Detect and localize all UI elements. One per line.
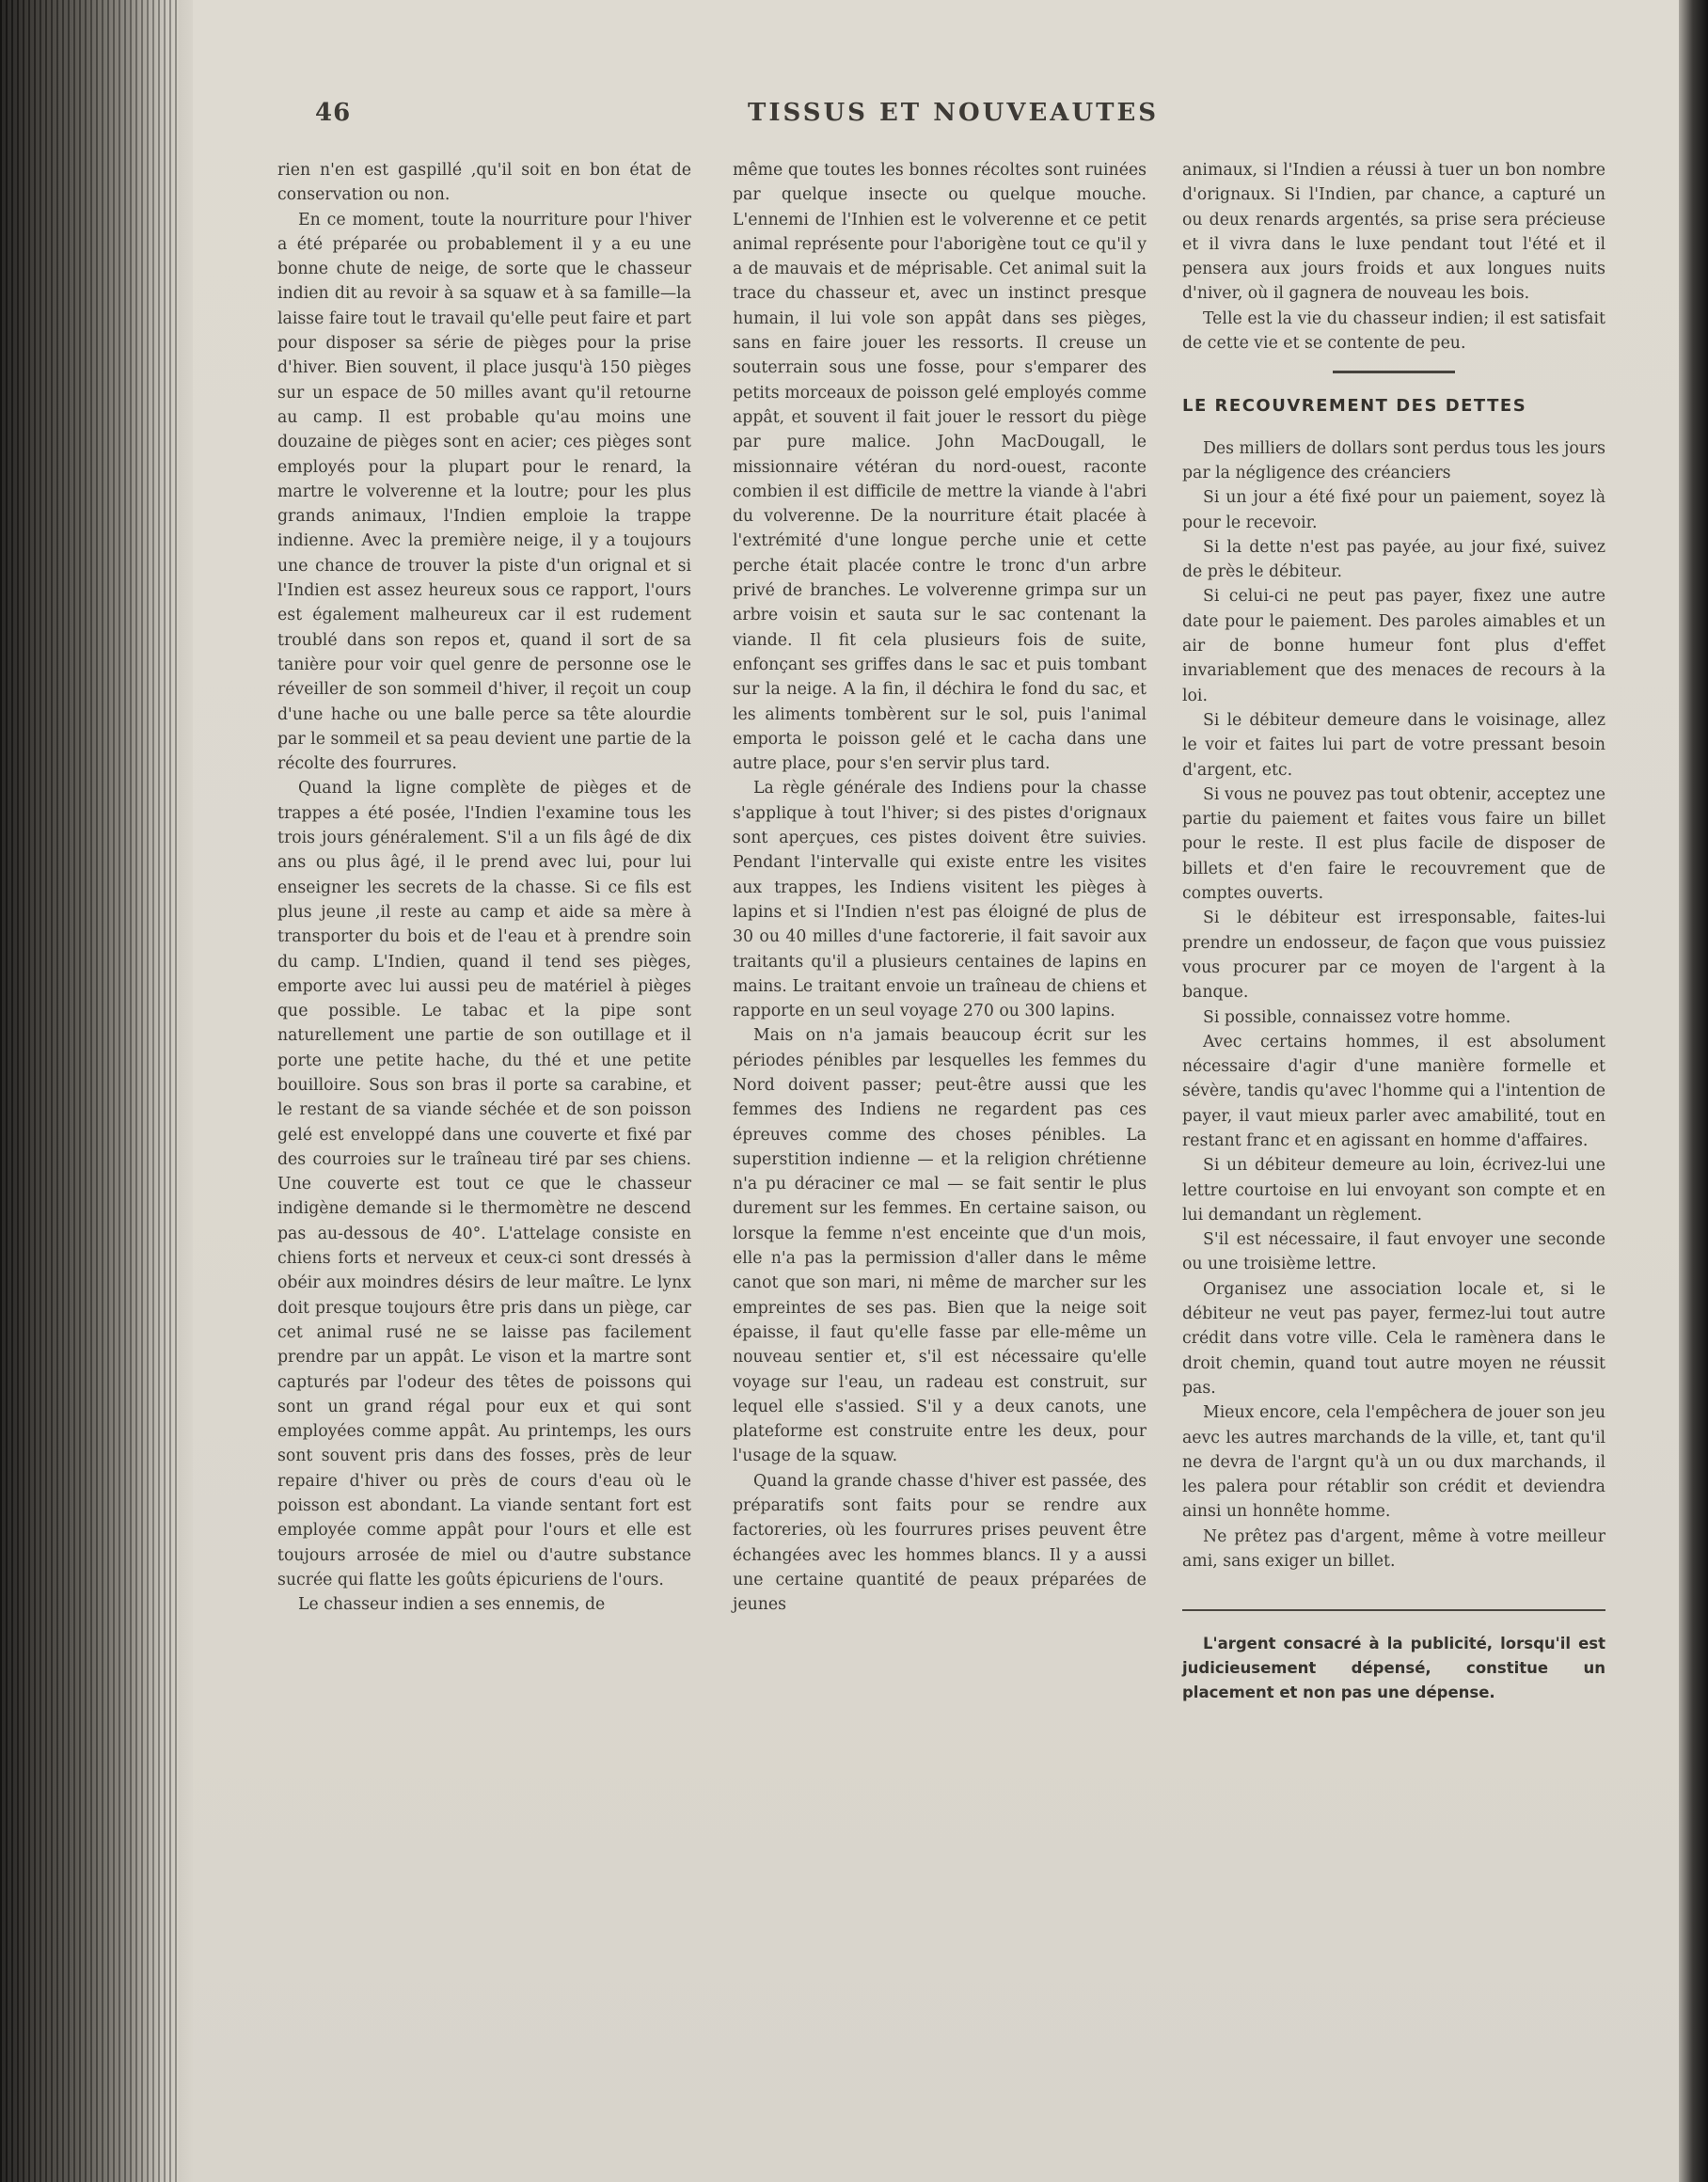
book-page: [193, 0, 1679, 2182]
paragraph: Si possible, connaissez votre homme.: [1203, 1007, 1511, 1027]
paragraph: Si le débiteur est irresponsable, faites-lui prendre un endosseur, de façon que vous puissiez vous procurer par ce moyen de l'argent à la banque.: [1182, 909, 1605, 1003]
column-middle: [733, 158, 1147, 1618]
paragraph: Si le débiteur demeure dans le voisinage, allez le voir et faites lui part de votre pressant besoin d'argent, etc.: [1182, 710, 1605, 780]
paragraph: Quand la grande chasse d'hiver est passée, des préparatifs sont faits pour se rendre aux factoreries, où les fourrures prises peuvent être échangées avec les hommes blancs. Il y a aussi une certaine quantité de peaux préparées de jeunes: [733, 1471, 1147, 1615]
paragraph: Si la dette n'est pas payée, au jour fixé, suivez de près le débiteur.: [1182, 537, 1605, 582]
paragraph: Avec certains hommes, il est absolument nécessaire d'agir d'une manière formelle et sévère, tandis qu'avec l'homme qui a l'intention de payer, il vaut mieux parler avec amabilité, tout en restant franc et en agissant en homme d'affaires.: [1182, 1032, 1605, 1150]
page-edges: [0, 0, 179, 2182]
running-title: TISSUS ET NOUVEAUTES: [748, 99, 1160, 127]
paragraph: Telle est la vie du chasseur indien; il est satisfait de cette vie et se contente de peu.: [1182, 308, 1605, 354]
paragraph: animaux, si l'Indien a réussi à tuer un bon nombre d'orignaux. Si l'Indien, par chance, a capturé un ou deux renards argentés, sa prise sera précieuse et il vivra dans le luxe pendant tout l'été et il pensera aux jours froids et aux longues nuits d'niver, où il gagnera de nouveau les bois.: [1182, 161, 1605, 304]
section-divider: [1333, 371, 1455, 373]
column-left: [277, 158, 691, 1618]
paragraph: Mais on n'a jamais beaucoup écrit sur les périodes pénibles par lesquelles les femmes du Nord doivent passer; peut-être aussi que les femmes des Indiens ne regardent pas ces épreuves comme des choses pénibles. La superstition indienne — et la religion chrétienne n'a pu déraciner ce mal — se fait sentir le plus durement sur les femmes. En certaine saison, ou lorsque la femme n'est enceinte que d'un mois, elle n'a pas la permission d'aller dans le même canot que son mari, ni même de marcher sur les empreintes de ses pas. Bien que la neige soit épaisse, il faut qu'elle fasse par elle-même un nouveau sentier et, s'il est nécessaire qu'elle voyage sur l'eau, un radeau est construit, sur lequel elle s'assied. S'il y a deux canots, une plateforme est construite entre les deux, pour l'usage de la squaw.: [733, 1026, 1147, 1466]
paragraph: même que toutes les bonnes récoltes sont ruinées par quelque insecte ou quelque mouche. L'ennemi de l'Inhien est le volverenne et ce petit animal représente pour l'aborigène tout ce qu'il y a de mauvais et de méprisable. Cet animal suit la trace du chasseur et, avec un instinct presque humain, il lui vole son appât dans ses pièges, sans en faire jouer les ressorts. Il creuse un souterrain sous une fosse, pour s'emparer des petits morceaux de poisson gelé employés comme appât, et souvent il fait jouer le ressort du piège par pure malice. John MacDougall, le missionnaire vétéran du nord-ouest, raconte combien il est difficile de mettre la viande à l'abri du volverenne. De la nourriture était placée à l'extrémité d'une longue perche unie et cette perche était placée contre le tronc d'un arbre privé de branches. Le volverenne grimpa sur un arbre voisin et sauta sur le sac contenant la viande. Il fit cela plusieurs fois de suite, enfonçant ses griffes dans le sac et puis tombant sur la neige. A la fin, il déchira le fond du sac, et les aliments tombèrent sur le sol, puis l'animal emporta le poisson gelé et le cacha dans une autre place, pour s'en servir plus tard.: [733, 161, 1147, 774]
paragraph: Si vous ne pouvez pas tout obtenir, acceptez une partie du paiement et faites vous faire un billet pour le reste. Il est plus facile de disposer de billets et d'en faire le recouvrement que de comptes ouverts.: [1182, 784, 1605, 904]
paragraph: rien n'en est gaspillé ,qu'il soit en bon état de conservation ou non.: [277, 161, 691, 205]
paragraph: Le chasseur indien a ses ennemis, de: [298, 1595, 606, 1615]
paragraph: Si celui-ci ne peut pas payer, fixez une autre date pour le paiement. Des paroles aimables et un air de bonne humeur font plus d'effet invariablement que des menaces de recours à la loi.: [1182, 587, 1605, 705]
paragraph: Organisez une association locale et, si le débiteur ne veut pas payer, fermez-lui tout autre crédit dans votre ville. Cela le ramènera dans le droit chemin, quand tout autre moyen ne réussit pas.: [1182, 1279, 1605, 1398]
paragraph: Des milliers de dollars sont perdus tous les jours par la négligence des créanciers: [1182, 438, 1605, 482]
paragraph: Ne prêtez pas d'argent, même à votre meilleur ami, sans exiger un billet.: [1182, 1526, 1605, 1572]
note-text: L'argent consacré à la publicité, lorsqu'il est judicieusement dépensé, constitue un placement et non pas une dépense.: [1182, 1635, 1605, 1702]
paragraph: Si un débiteur demeure au loin, écrivez-lui une lettre courtoise en lui envoyant son compte et en lui demandant un règlement.: [1182, 1156, 1605, 1225]
paragraph: Mieux encore, cela l'empêchera de jouer son jeu aevc les autres marchands de la ville, et, tant qu'il ne devra de l'argnt qu'à un ou dux marchands, il les palera pour rétablir son crédit et deviendra ainsi un honnête homme.: [1182, 1403, 1605, 1522]
paragraph: Quand la ligne complète de pièges et de trappes a été posée, l'Indien l'examine tous les trois jours généralement. S'il a un fils âgé de dix ans ou plus âgé, il le prend avec lui, pour lui enseigner les secrets de la chasse. Si ce fils est plus jeune ,il reste au camp et aide sa mère à transporter du bois et de l'eau et à prendre soin du camp. L'Indien, quand il tend ses pièges, emporte avec lui aussi peu de matériel à pièges que possible. Le tabac et la pipe sont naturellement une partie de son outillage et il porte une petite hache, du thé et une petite bouilloire. Sous son bras il porte sa carabine, et le restant de sa viande séchée et de son poisson gelé est enveloppé dans une couverte et fixé par des courroies sur le traîneau tiré par ses chiens. Une couverte est tout ce que le chasseur indigène demande si le thermomètre ne descend pas au-dessous de 40°. L'attelage consiste en chiens forts et nerveux et ceux-ci sont dressés à obéir aux moindres désirs de leur maître. Le lynx doit presque toujours être pris dans un piège, car cet animal rusé ne se laisse pas facilement prendre par un appât. Le vison et la martre sont capturés par l'odeur des têtes de poissons qui sont un grand régal pour eux et qui sont employées comme appât. Au printemps, les ours sont souvent pris dans des fosses, près de leur repaire d'hiver ou près de cours d'eau où le poisson est abondant. La viande sentant fort est employée comme appât pour l'ours et elle est toujours arrosée de miel ou d'autre substance sucrée qui flatte les goûts épicuriens de l'ours.: [277, 779, 691, 1589]
column-right: [1182, 158, 1605, 1705]
section-title: LE RECOUVREMENT DES DETTES: [1182, 396, 1527, 417]
paragraph: En ce moment, toute la nourriture pour l'hiver a été préparée ou probablement il y a eu une bonne chute de neige, de sorte que le chasseur indien dit au revoir à sa squaw et à sa famille—la laisse faire tout le travail qu'elle peut faire et part pour disposer sa série de pièges pour la prise d'hiver. Bien souvent, il place jusqu'à 150 pièges sur un espace de 50 milles avant qu'il retourne au camp. Il est probable qu'au moins une douzaine de pièges sont en acier; ces pièges sont employés pour la plupart pour le renard, la martre le volverenne et la loutre; pour les plus grands animaux, l'Indien emploie la trappe indienne. Avec la première neige, il y a toujours une chance de trouver la piste d'un orignal et si l'Indien est assez heureux sous ce rapport, l'ours est également malheureux car il est rudement troublé dans son repos et, quand il sort de sa tanière pour voir quel genre de personne ose le réveiller de son sommeil d'hiver, il reçoit un coup d'une hache ou une balle perce sa tête alourdie par le sommeil et sa peau devient une partie de la récolte des fourrures.: [277, 210, 691, 774]
paragraph: La règle générale des Indiens pour la chasse s'applique à tout l'hiver; si des pistes d'orignaux sont aperçues, ces pistes doivent être suivies. Pendant l'intervalle qui existe entre les visites aux trappes, les Indiens visitent les pièges à lapins et si l'Indien n'est pas éloigné de plus de 30 ou 40 milles d'une factorerie, il fait savoir aux traitants qu'il a plusieurs centaines de lapins en mains. Le traitant envoie un traîneau de chiens et rapporte en un seul voyage 270 ou 300 lapins.: [733, 779, 1147, 1021]
paragraph: S'il est nécessaire, il faut envoyer une seconde ou une troisième lettre.: [1182, 1230, 1605, 1274]
page-number: 46: [315, 99, 352, 127]
advertising-note: [1182, 1609, 1605, 1705]
paragraph: Si un jour a été fixé pour un paiement, soyez là pour le recevoir.: [1182, 488, 1605, 532]
